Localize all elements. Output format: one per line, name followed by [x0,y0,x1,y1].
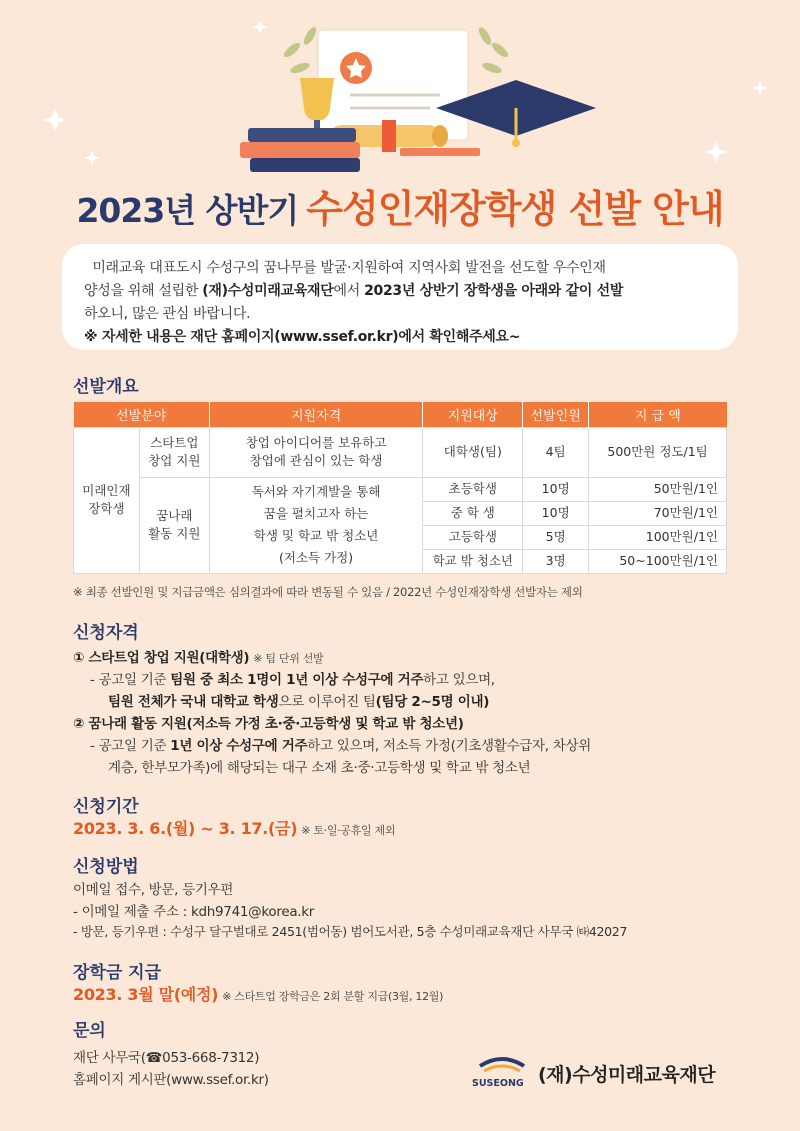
contact-line-2: 홈페이지 게시판(www.ssef.or.kr) [73,1072,269,1088]
method-line-2: - 이메일 제출 주소 : kdh9741@korea.kr [73,904,315,920]
header-illustration [0,0,800,180]
logo-icon [470,1052,534,1092]
title-year: 2023년 상반기 [76,191,299,230]
dream-amount-cell: 70만원/1인 [589,501,727,525]
startup-qual-cell: 창업 아이디어를 보유하고 창업에 관심이 있는 학생 [209,427,423,477]
eligibility-item-2-line-1: - 공고일 기준 1년 이상 수성구에 거주하고 있으며, 저소득 가정(기초생활수급자, 차상위 [90,738,591,754]
table-row [74,477,727,501]
dream-target-cell: 고등학생 [423,525,523,549]
payment-note: ※ 스타트업 장학금은 2회 분할 지급(3월, 12월) [222,990,444,1003]
dream-amount-cell: 100만원/1인 [589,525,727,549]
startup-amount-cell: 500만원 정도/1팀 [589,427,727,477]
period-value: 2023. 3. 6.(월) ~ 3. 17.(금) [73,819,298,838]
eligibility-item-1-line-1: - 공고일 기준 팀원 중 최소 1명이 1년 이상 수성구에 거주하고 있으며, [90,672,495,688]
intro-note: ※ 자세한 내용은 재단 홈페이지(www.ssef.or.kr)에서 확인해주세요~ [84,329,521,345]
foundation-logo [470,1052,740,1092]
dream-target-cell: 학교 밖 청소년 [423,549,523,573]
intro-line-1: 미래교육 대표도시 수성구의 꿈나무를 발굴·지원하여 지역사회 발전을 선도할 우수인재 [92,260,606,276]
table-header-row [74,402,727,427]
eligibility-item-1: ① 스타트업 창업 지원(대학생) ※ 팀 단위 선발 [73,650,324,666]
payment-heading: 장학금 지급 [73,963,162,983]
title-main: 수성인재장학생 선발 안내 [306,187,724,231]
period-note: ※ 토·일·공휴일 제외 [301,824,396,837]
eligibility-item-2: ② 꿈나래 활동 지원(저소득 가정 초·중·고등학생 및 학교 밖 청소년) [73,716,464,732]
contact-heading: 문의 [73,1021,106,1041]
overview-table [73,402,727,574]
payment-value: 2023. 3월 말(예정) [73,985,219,1004]
header-target: 지원대상 [423,402,523,427]
dream-count-cell: 10명 [523,501,589,525]
dream-field-cell: 꿈나래 활동 지원 [139,477,209,573]
method-line-3: - 방문, 등기우편 : 수성구 달구벌대로 2451(범어동) 범어도서관, 5층 수성미래교육재단 사무국 ㈙42027 [73,924,628,939]
overview-footnote: ※ 최종 선발인원 및 지급금액은 심의결과에 따라 변동될 수 있음 / 2022년 수성인재장학생 선발자는 제외 [73,585,583,599]
payment-line [73,982,443,1005]
eligibility-heading: 신청자격 [73,623,139,643]
dream-amount-cell: 50~100만원/1인 [589,549,727,573]
overview-heading: 선발개요 [73,377,139,397]
eligibility-item-1-line-2: 팀원 전체가 국내 대학교 학생으로 이루어진 팀(팀당 2~5명 이내) [108,694,490,710]
table-row [74,427,727,477]
intro-line-2: 양성을 위해 설립한 (재)수성미래교육재단에서 2023년 상반기 장학생을 아래와 같이 선발 [84,283,624,299]
category-cell: 미래인재 장학생 [74,427,140,573]
header-qualification: 지원자격 [209,402,423,427]
intro-box [62,244,738,350]
dream-count-cell: 3명 [523,549,589,573]
pencil-icon [400,148,480,156]
dream-count-cell: 5명 [523,525,589,549]
dream-amount-cell: 50만원/1인 [589,477,727,501]
dream-target-cell: 중 학 생 [423,501,523,525]
dream-qual-cell: 독서와 자기계발을 통해 꿈을 펼치고자 하는 학생 및 학교 밖 청소년 (저소득 가정) [209,477,423,573]
method-line-1: 이메일 접수, 방문, 등기우편 [73,882,234,898]
header-amount: 지 급 액 [589,402,727,427]
logo-brand: SUSEONG [472,1078,524,1089]
books-icon [240,128,360,172]
startup-field-cell: 스타트업 창업 지원 [139,427,209,477]
startup-target-cell: 대학생(팀) [423,427,523,477]
header-field: 선발분야 [74,402,210,427]
startup-count-cell: 4팀 [523,427,589,477]
period-heading: 신청기간 [73,797,139,817]
header-count: 선발인원 [523,402,589,427]
dream-target-cell: 초등학생 [423,477,523,501]
method-heading: 신청방법 [73,857,139,877]
eligibility-item-2-line-2: 계층, 한부모가족)에 해당되는 대구 소재 초·중·고등학생 및 학교 밖 청소년 [108,760,531,776]
period-line [73,816,395,839]
page-title [0,178,800,233]
logo-name: (재)수성미래교육재단 [538,1064,716,1086]
intro-line-3: 하오니, 많은 관심 바랍니다. [84,306,251,322]
dream-count-cell: 10명 [523,477,589,501]
contact-line-1: 재단 사무국(☎053-668-7312) [73,1050,260,1066]
